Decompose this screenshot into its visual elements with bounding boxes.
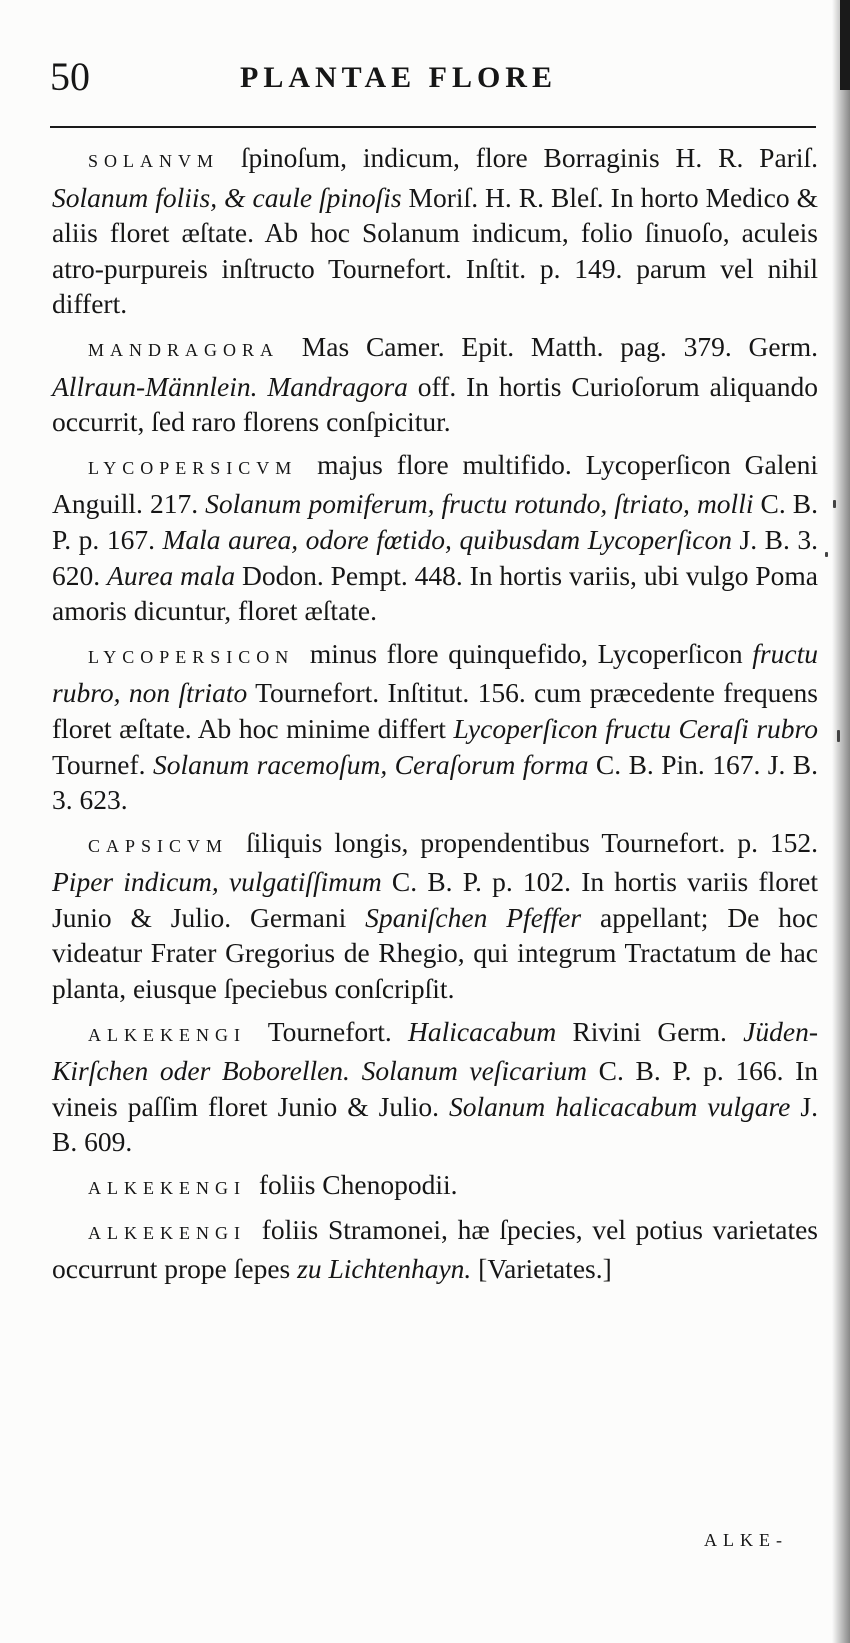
- text-segment: [257, 371, 267, 402]
- entry-capsicvm: [52, 825, 818, 1007]
- entry-term: LYCOPERSICON: [88, 646, 295, 667]
- entry-alkekengi: [52, 1212, 818, 1287]
- italic-segment: Piper indicum, vulgatiſſimum: [52, 866, 382, 898]
- text-segment: [350, 1055, 362, 1086]
- text-segment: foliis Chenopodii.: [251, 1169, 458, 1201]
- entry-lycopersicvm: [52, 447, 818, 629]
- binding-edge: [840, 0, 850, 90]
- entry-term: SOLANVM: [88, 151, 220, 171]
- ink-speck: [837, 730, 840, 742]
- italic-segment: Halicacabum: [408, 1015, 557, 1047]
- text-segment: ſiliquis longis, propendentibus Tournefort. p. 152.: [234, 826, 818, 858]
- entry-term: ALKEKENGI: [88, 1024, 246, 1045]
- text-segment: majus flore multifido. Lycoperſicon Galeni Anguill. 217.: [52, 448, 818, 520]
- text-segment: off. In hortis Curioſorum aliquando occurrit, ſed raro florens conſpicitur.: [52, 370, 819, 438]
- text-segment: Tournefort. Inſtitut. 156. cum præcedente frequens floret æſtate. Ab hoc minime differt: [52, 677, 818, 744]
- page-edge-shadow: [832, 0, 850, 1643]
- entry-term: MANDRAGORA: [88, 339, 280, 360]
- text-segment: C. B. P. p. 102. In hortis variis floret Junio & Julio. Germani: [52, 866, 818, 933]
- entry-alkekengi: [52, 1014, 818, 1160]
- italic-segment: fructu rubro, non ſtriato: [52, 637, 818, 709]
- entry-mandragora: [52, 329, 818, 440]
- text-segment: C. B. P. p. 166. In vineis paſſim floret Junio & Julio.: [52, 1055, 818, 1122]
- italic-segment: Mandragora: [267, 370, 408, 402]
- page-number: 50: [50, 54, 90, 99]
- text-segment: Rivini Germ.: [556, 1015, 744, 1047]
- entry-alkekengi: [52, 1167, 818, 1207]
- text-segment: Mas Camer. Epit. Matth. pag. 379. Germ.: [285, 330, 818, 362]
- italic-segment: Solanum foliis, & caule ſpinoſis: [52, 181, 402, 213]
- text-segment: Moriſ. H. R. Bleſ. In horto Medico & aliis floret æſtate. Ab hoc Solanum indicum, folio ſinuoſo, aculeis atro-purpureis inſtructo Tournefort. Inſtit. p. 149. parum vel nihil differt.: [52, 181, 818, 320]
- text-segment: Tournef.: [52, 748, 153, 780]
- text-segment: J. B. 609.: [52, 1090, 818, 1158]
- body-text: [52, 140, 818, 1294]
- running-title: PLANTAE FLORE: [240, 61, 557, 94]
- italic-segment: Aurea mala: [107, 559, 236, 591]
- entry-term: ALKEKENGI: [88, 1178, 246, 1199]
- entry-term: ALKEKENGI: [88, 1222, 246, 1243]
- italic-segment: Mala aurea, odore fœtido, quibusdam Lycoperſicon: [162, 523, 732, 555]
- italic-segment: Solanum pomiferum, fructu rotundo, ſtriato, molli: [205, 488, 754, 520]
- text-segment: Tournefort.: [251, 1015, 409, 1047]
- italic-segment: Spaniſchen Pfeffer: [365, 901, 582, 933]
- text-segment: C. B. P. p. 167.: [52, 488, 819, 555]
- entry-lycopersicon: [52, 636, 818, 818]
- text-segment: [Varietates.]: [471, 1253, 612, 1285]
- entry-term: LYCOPERSICVM: [88, 457, 298, 478]
- text-segment: ſpinoſum, indicum, flore Borraginis H. R. Pariſ.: [225, 142, 818, 173]
- italic-segment: Solanum halicacabum vulgare: [449, 1090, 791, 1122]
- italic-segment: Lycoperſicon fructu Ceraſi rubro: [453, 712, 818, 744]
- header-rule: [50, 126, 816, 128]
- text-segment: Dodon. Pempt. 448. In hortis variis, ubi vulgo Poma amoris dicuntur, floret æſtate.: [52, 559, 819, 627]
- italic-segment: Solanum veſicarium: [361, 1055, 588, 1087]
- entry-term: CAPSICVM: [88, 835, 229, 856]
- italic-segment: Allraun-Männlein.: [52, 370, 258, 402]
- text-segment: minus flore quinquefido, Lycoperſicon: [300, 637, 753, 669]
- text-segment: foliis Stramonei, hæ ſpecies, vel potius varietates occurrunt prope ſepes: [52, 1213, 818, 1285]
- entry-solanvm: [52, 140, 818, 322]
- ink-speck: [825, 552, 828, 557]
- ink-speck: [833, 500, 836, 508]
- text-segment: appellant; De hoc videatur Frater Gregorius de Rhegio, qui integrum Tractatum de hac planta, eiusque ſpeciebus conſcripſit.: [52, 901, 818, 1005]
- page-header: [50, 52, 820, 102]
- italic-segment: Jüden-Kirſchen oder Boborellen.: [52, 1015, 818, 1087]
- text-segment: C. B. Pin. 167. J. B. 3. 623.: [52, 748, 818, 816]
- italic-segment: zu Lichtenhayn.: [297, 1253, 472, 1285]
- italic-segment: Solanum racemoſum, Ceraſorum forma: [152, 748, 589, 780]
- text-segment: J. B. 3. 620.: [52, 523, 819, 591]
- catchword: ALKE-: [704, 1530, 788, 1550]
